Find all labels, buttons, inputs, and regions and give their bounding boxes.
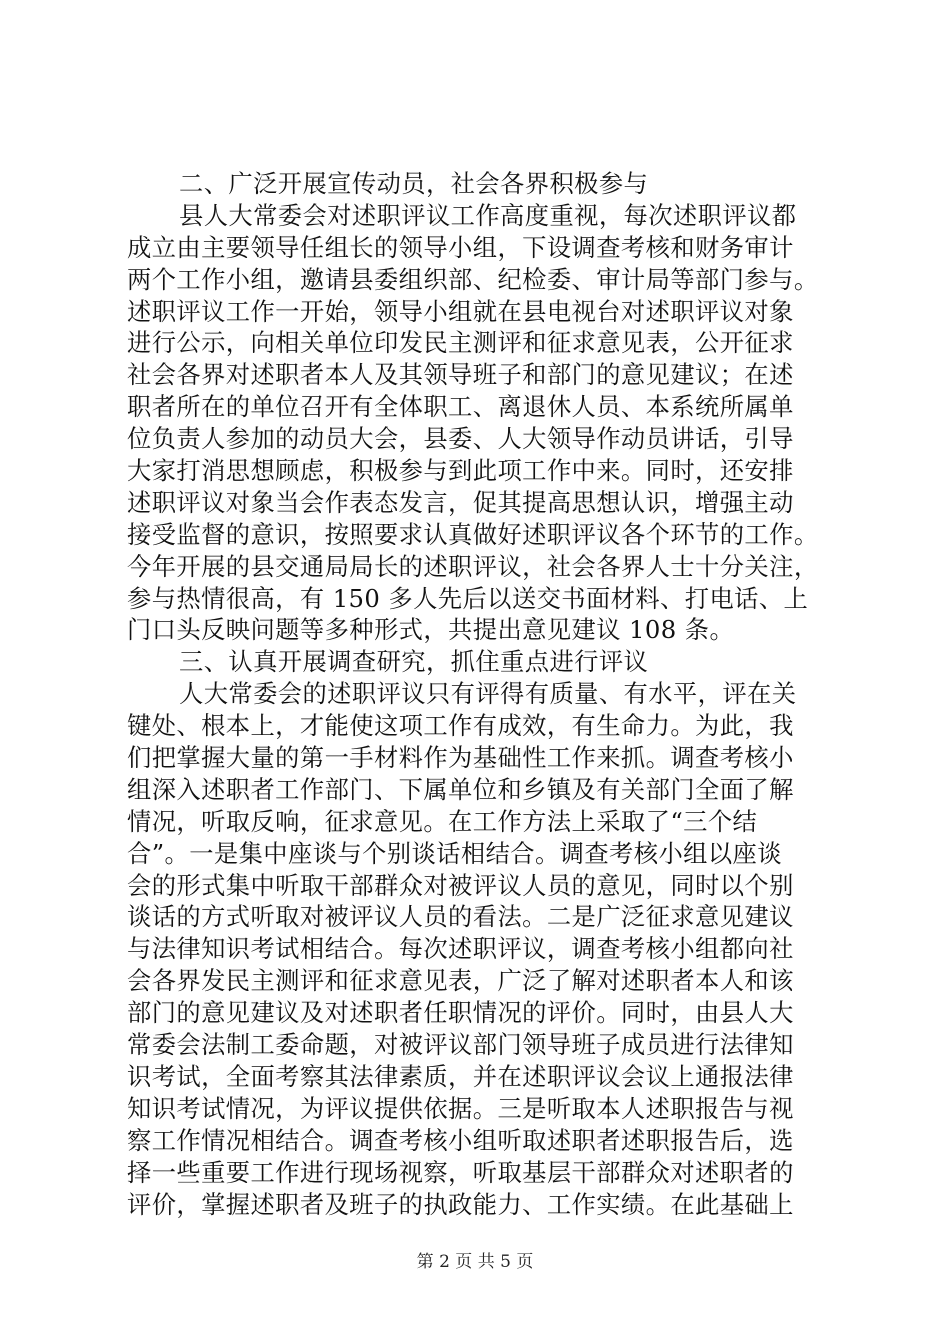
paragraph-line: 进行公示，向相关单位印发民主测评和征求意见表，公开征求 bbox=[127, 328, 794, 358]
paragraph-line: 位负责人参加的动员大会，县委、人大领导作动员讲话，引导 bbox=[127, 424, 794, 454]
section-heading-2: 二、广泛开展宣传动员，社会各界积极参与 bbox=[179, 169, 649, 198]
paragraph-line: 合”。一是集中座谈与个别谈话相结合。调查考核小组以座谈 bbox=[127, 838, 782, 868]
paragraph-line: 县人大常委会对述职评议工作高度重视，每次述职评议都 bbox=[179, 200, 797, 230]
paragraph-line: 门口头反映问题等多种形式，共提出意见建议 108 条。 bbox=[127, 615, 735, 645]
paragraph-line: 会各界发民主测评和征求意见表，广泛了解对述职者本人和该 bbox=[127, 966, 794, 996]
paragraph-line: 识考试，全面考察其法律素质，并在述职评议会议上通报法律 bbox=[127, 1061, 794, 1091]
paragraph-line: 人大常委会的述职评议只有评得有质量、有水平，评在关 bbox=[179, 679, 797, 709]
paragraph-line: 部门的意见建议及对述职者任职情况的评价。同时，由县人大 bbox=[127, 998, 794, 1028]
paragraph-line: 两个工作小组，邀请县委组织部、纪检委、审计局等部门参与。 bbox=[127, 264, 819, 294]
paragraph-line: 谈话的方式听取对被评议人员的看法。二是广泛征求意见建议 bbox=[127, 902, 794, 932]
paragraph-line: 社会各界对述职者本人及其领导班子和部门的意见建议；在述 bbox=[127, 360, 794, 390]
paragraph-line: 知识考试情况，为评议提供依据。三是听取本人述职报告与视 bbox=[127, 1093, 794, 1123]
paragraph-line: 成立由主要领导任组长的领导小组，下设调查考核和财务审计 bbox=[127, 232, 794, 262]
paragraph-line: 与法律知识考试相结合。每次述职评议，调查考核小组都向社 bbox=[127, 934, 794, 964]
paragraph-line: 参与热情很高，有 150 多人先后以送交书面材料、打电话、上 bbox=[127, 583, 809, 613]
paragraph-line: 职者所在的单位召开有全体职工、离退休人员、本系统所属单 bbox=[127, 392, 794, 422]
paragraph-line: 情况，听取反响，征求意见。在工作方法上采取了“三个结 bbox=[127, 806, 758, 836]
paragraph-line: 接受监督的意识，按照要求认真做好述职评议各个环节的工作。 bbox=[127, 519, 819, 549]
paragraph-line: 评价，掌握述职者及班子的执政能力、工作实绩。在此基础上 bbox=[127, 1189, 794, 1219]
paragraph-line: 组深入述职者工作部门、下属单位和乡镇及有关部门全面了解 bbox=[127, 774, 794, 804]
paragraph-line: 会的形式集中听取干部群众对被评议人员的意见，同时以个别 bbox=[127, 870, 794, 900]
paragraph-line: 述职评议对象当会作表态发言，促其提高思想认识，增强主动 bbox=[127, 487, 794, 517]
paragraph-line: 大家打消思想顾虑，积极参与到此项工作中来。同时，还安排 bbox=[127, 456, 794, 486]
document-body bbox=[127, 168, 837, 1220]
paragraph-line: 键处、根本上，才能使这项工作有成效，有生命力。为此，我 bbox=[127, 711, 794, 741]
paragraph-line: 常委会法制工委命题，对被评议部门领导班子成员进行法律知 bbox=[127, 1030, 794, 1060]
page-number-footer: 第 2 页 共 5 页 bbox=[416, 1252, 534, 1272]
paragraph-line: 今年开展的县交通局局长的述职评议，社会各界人士十分关注， bbox=[127, 551, 819, 581]
paragraph-line: 察工作情况相结合。调查考核小组听取述职者述职报告后，选 bbox=[127, 1125, 794, 1155]
paragraph-line: 述职评议工作一开始，领导小组就在县电视台对述职评议对象 bbox=[127, 296, 794, 326]
paragraph-line: 择一些重要工作进行现场视察，听取基层干部群众对述职者的 bbox=[127, 1157, 794, 1187]
paragraph-line: 们把掌握大量的第一手材料作为基础性工作来抓。调查考核小 bbox=[127, 743, 794, 773]
section-heading-3: 三、认真开展调查研究，抓住重点进行评议 bbox=[179, 647, 649, 677]
